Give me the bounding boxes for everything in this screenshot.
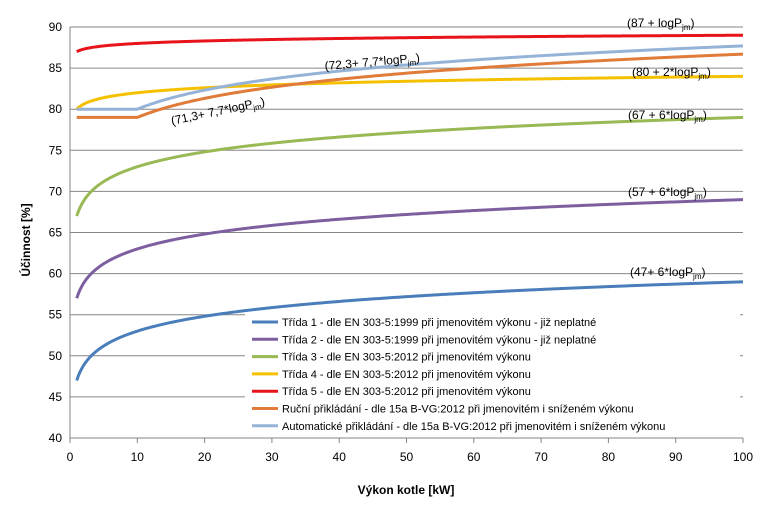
x-tick-label: 50 [399, 450, 414, 464]
series-line-3 [77, 117, 743, 216]
y-tick-label: 50 [48, 348, 62, 363]
x-tick-label: 10 [130, 450, 144, 464]
legend-entry: Třída 4 - dle EN 303-5:2012 při jmenovitém výkonu [282, 368, 531, 381]
x-tick-label: 20 [197, 450, 212, 464]
x-tick-label: 70 [534, 450, 548, 464]
x-tick-label: 30 [265, 450, 279, 464]
formula-annotation: (87 + logP$_{jm}$) [627, 16, 695, 32]
formula-annotation: (80 + 2*logP$_{jm}$) [632, 65, 711, 81]
formula-annotation: (47+ 6*logP$_{jm}$) [630, 265, 706, 281]
y-tick-label: 65 [48, 225, 62, 240]
series-line-2 [77, 200, 743, 299]
x-tick-label: 40 [332, 450, 346, 464]
x-tick-labels [67, 450, 754, 464]
y-tick-label: 45 [48, 389, 62, 404]
y-tick-label: 40 [48, 431, 62, 445]
legend-entry: Třída 2 - dle EN 303-5:1999 při jmenovitém výkonu - již neplatné [282, 334, 597, 347]
y-axis-title: Účinnost [%] [19, 203, 33, 277]
formula-annotation: (57 + 6*logP$_{jm}$) [628, 185, 707, 201]
x-axis-title: Výkon kotle [kW] [357, 483, 455, 497]
y-tick-label: 80 [48, 102, 62, 117]
y-tick-label: 90 [48, 20, 62, 34]
x-tick-label: 80 [601, 450, 616, 464]
formula-annotation: (72,3+ 7,7*logP$_{jm}$) [324, 50, 421, 73]
legend-entry: Třída 5 - dle EN 303-5:2012 při jmenovitém výkonu [282, 386, 531, 399]
x-tick-label: 90 [669, 450, 683, 464]
y-tick-label: 85 [48, 61, 62, 76]
formula-annotation: (71,3+ 7,7*logP$_{jm}$) [169, 94, 267, 128]
y-tick-label: 60 [48, 266, 62, 281]
y-tick-label: 55 [48, 307, 62, 322]
legend [245, 313, 740, 435]
formula-annotation: (67 + 6*logP$_{jm}$) [628, 108, 707, 124]
y-tick-label: 75 [48, 143, 62, 158]
legend-entry: Třída 1 - dle EN 303-5:1999 při jmenovitém výkonu - již neplatné [282, 317, 597, 329]
legend-entry: Třída 3 - dle EN 303-5:2012 při jmenovitém výkonu [282, 351, 531, 364]
x-tick-label: 0 [66, 450, 74, 464]
formula-annotations [170, 16, 711, 281]
y-tick-labels [49, 20, 63, 445]
legend-entry: Automatické přikládání - dle 15a B-VG:2012 při jmenovitém i sníženém výkonu [282, 420, 666, 433]
x-tick-label: 60 [467, 450, 481, 464]
x-tick-label: 100 [732, 450, 754, 464]
y-tick-label: 70 [48, 184, 62, 199]
legend-entry: Ruční přikládání - dle 15a B-VG:2012 při jmenovitém i sníženém výkonu [282, 403, 634, 416]
